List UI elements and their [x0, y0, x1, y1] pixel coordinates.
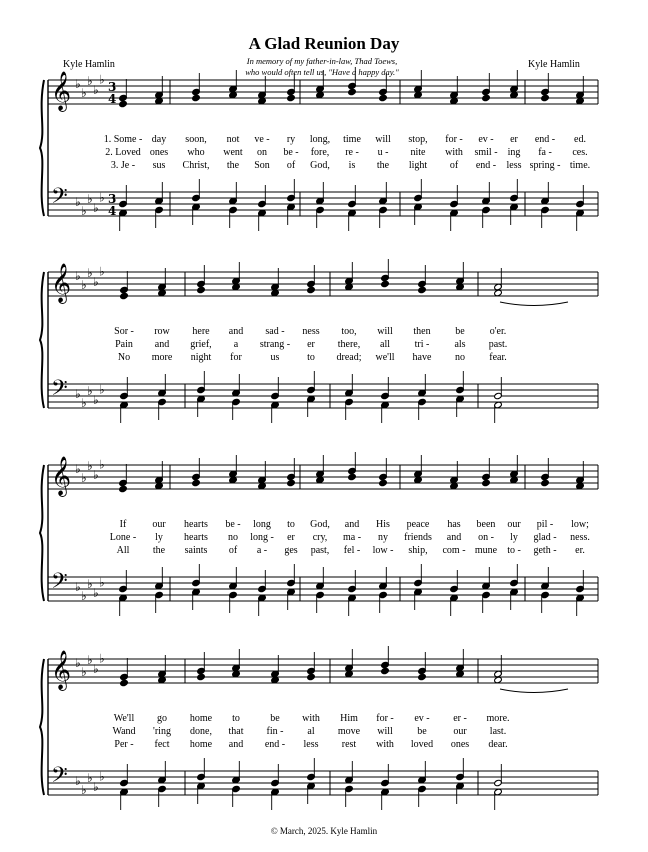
lyric-syllable: to -	[507, 545, 521, 556]
lyric-syllable: be -	[225, 519, 241, 530]
lyric-syllable: ry	[286, 134, 296, 145]
brace	[40, 272, 44, 408]
lyric-syllable: is	[348, 160, 356, 171]
lyric-syllable: o'er.	[489, 326, 507, 337]
lyric-syllable: to	[307, 352, 315, 363]
lyric-syllable: more	[151, 352, 173, 363]
lyric-syllable: and	[228, 326, 244, 337]
lyric-syllable: al	[307, 726, 315, 737]
lyric-syllable: for	[230, 352, 242, 363]
flat-icon: ♭	[87, 459, 93, 473]
lyric-syllable: com -	[442, 545, 466, 556]
lyric-syllable: er -	[453, 713, 467, 724]
lyric-syllable: been	[476, 519, 496, 530]
lyric-syllable: night	[190, 352, 212, 363]
lyric-syllable: grief,	[190, 339, 212, 350]
flat-icon: ♭	[93, 83, 99, 97]
lyric-syllable: and	[344, 519, 360, 530]
lyric-syllable: less	[506, 160, 522, 171]
lyric-syllable: ones	[450, 739, 470, 750]
lyric-syllable: more.	[486, 713, 510, 724]
flat-icon: ♭	[99, 769, 105, 784]
alto-note	[348, 473, 357, 480]
lyric-syllable: nite	[410, 147, 426, 158]
lyric-syllable: be	[455, 326, 465, 337]
alto-note	[381, 280, 390, 287]
lyric-syllable: the	[152, 545, 166, 556]
treble-clef-icon: 𝄞	[51, 650, 72, 690]
lyric-syllable: smil -	[474, 147, 498, 158]
lyric-syllable: God,	[310, 160, 330, 171]
lyric-syllable: ces.	[572, 147, 588, 158]
lyric-syllable: loved	[410, 739, 434, 750]
alto-note	[307, 286, 316, 293]
lyric-syllable: the	[226, 160, 240, 171]
lyric-syllable: low;	[571, 519, 589, 530]
lyric-syllable: and	[154, 339, 170, 350]
lyric-syllable: er	[510, 134, 518, 145]
alto-note	[541, 479, 550, 486]
lyric-syllable: row	[154, 326, 170, 337]
lyric-syllable: on -	[478, 532, 494, 543]
lyric-syllable: ma -	[342, 532, 362, 543]
lyric-syllable: fa -	[538, 147, 552, 158]
lyric-syllable: time.	[569, 160, 591, 171]
flat-icon: ♭	[93, 393, 99, 407]
lyric-syllable: tri -	[414, 339, 430, 350]
lyric-syllable: move	[337, 726, 361, 737]
bass-clef-icon: 𝄢	[51, 184, 68, 214]
lyric-syllable: too,	[341, 326, 357, 337]
lyric-syllable: hearts	[184, 532, 208, 543]
flat-icon: ♭	[75, 269, 81, 283]
alto-note	[287, 94, 296, 101]
alto-note	[119, 100, 128, 107]
lyric-syllable: ny	[378, 532, 388, 543]
lyric-syllable: us	[270, 352, 280, 363]
lyric-syllable: with	[376, 739, 394, 750]
lyric-syllable: ness.	[570, 532, 590, 543]
lyric-syllable: ev -	[414, 713, 430, 724]
lyric-syllable: to	[287, 519, 295, 530]
lyric-syllable: sus	[152, 160, 166, 171]
lyric-syllable: not	[226, 134, 240, 145]
lyric-syllable: saints	[184, 545, 208, 556]
lyric-syllable: will	[377, 326, 393, 337]
flat-icon: ♭	[87, 577, 93, 591]
lyric-syllable: 2. Loved	[105, 147, 141, 158]
lyric-syllable: geth -	[533, 545, 557, 556]
lyric-syllable: be	[417, 726, 427, 737]
lyric-syllable: past.	[488, 339, 508, 350]
alto-note	[418, 286, 427, 293]
alto-note	[418, 673, 427, 680]
lyric-syllable: Sor -	[114, 326, 134, 337]
lyric-syllable: go	[157, 713, 167, 724]
alto-note	[192, 479, 201, 486]
lyric-syllable: long -	[250, 532, 274, 543]
copyright-notice: © March, 2025. Kyle Hamlin	[270, 826, 378, 836]
lyric-syllable: last.	[489, 726, 507, 737]
lyric-syllable: friends	[404, 532, 432, 543]
lyric-syllable: went	[223, 147, 243, 158]
flat-icon: ♭	[87, 74, 93, 88]
lyric-syllable: ly	[510, 532, 518, 543]
lyric-syllable: day	[151, 134, 167, 145]
lyric-syllable: fear.	[489, 352, 507, 363]
tie	[500, 689, 568, 693]
lyric-syllable: past,	[310, 545, 330, 556]
lyric-syllable: ness	[302, 326, 320, 337]
lyric-syllable: home	[189, 739, 213, 750]
lyric-syllable: If	[119, 519, 127, 530]
flat-icon: ♭	[99, 457, 105, 472]
lyric-syllable: all	[380, 339, 390, 350]
alto-note	[119, 485, 128, 492]
lyric-syllable: have	[412, 352, 432, 363]
flat-icon: ♭	[87, 192, 93, 206]
lyric-syllable: end -	[264, 739, 286, 750]
lyric-syllable: a	[233, 339, 239, 350]
treble-clef-icon: 𝄞	[51, 71, 72, 111]
flat-icon: ♭	[87, 771, 93, 785]
lyric-syllable: All	[116, 545, 130, 556]
flat-icon: ♭	[75, 77, 81, 91]
lyric-syllable: er	[287, 532, 295, 543]
lyric-syllable: dread;	[336, 352, 362, 363]
lyric-syllable: als	[454, 339, 466, 350]
lyric-syllable: then	[413, 326, 431, 337]
lyric-syllable: Him	[340, 713, 358, 724]
lyric-syllable: end -	[475, 160, 497, 171]
lyric-syllable: will	[377, 726, 393, 737]
flat-icon: ♭	[81, 665, 87, 679]
lyric-syllable: end -	[534, 134, 556, 145]
lyric-syllable: fel -	[343, 545, 361, 556]
lyric-syllable: has	[447, 519, 461, 530]
lyric-syllable: spring -	[529, 160, 561, 171]
lyric-syllable: our	[453, 726, 467, 737]
lyric-syllable: home	[189, 713, 213, 724]
lyric-syllable: u -	[377, 147, 389, 158]
lyric-syllable: Lone -	[109, 532, 137, 543]
lyric-syllable: to	[232, 713, 240, 724]
song-title: A Glad Reunion Day	[248, 34, 400, 53]
lyric-syllable: soon,	[185, 134, 207, 145]
alto-note	[379, 94, 388, 101]
lyric-syllable: God,	[310, 519, 330, 530]
lyric-syllable: strang -	[259, 339, 291, 350]
lyric-syllable: here	[192, 326, 210, 337]
lyric-syllable: ve -	[254, 134, 270, 145]
alto-note	[120, 292, 129, 299]
flat-icon: ♭	[93, 662, 99, 676]
lyric-syllable: er	[307, 339, 315, 350]
brace	[40, 659, 44, 795]
lyric-syllable: done,	[190, 726, 212, 737]
dedication-line-2: who would often tell us, "Have a happy day."	[245, 67, 399, 77]
lyric-syllable: with	[445, 147, 463, 158]
lyric-syllable: no	[228, 532, 238, 543]
brace	[40, 80, 44, 216]
lyric-syllable: ly	[155, 532, 163, 543]
alto-note	[120, 679, 129, 686]
lyric-syllable: a -	[256, 545, 268, 556]
flat-icon: ♭	[87, 653, 93, 667]
lyric-syllable: His	[376, 519, 390, 530]
time-signature-bottom: 4	[108, 92, 117, 106]
lyric-syllable: who	[187, 147, 205, 158]
lyric-syllable: fect	[154, 739, 170, 750]
lyric-syllable: and	[228, 739, 244, 750]
lyric-syllable: 3. Je -	[110, 160, 136, 171]
lyric-syllable: time	[343, 134, 361, 145]
lyric-syllable: Christ,	[182, 160, 210, 171]
lyric-syllable: ed.	[574, 134, 586, 145]
treble-clef-icon: 𝄞	[51, 263, 72, 303]
lyric-syllable: for -	[445, 134, 463, 145]
flat-icon: ♭	[93, 586, 99, 600]
flat-icon: ♭	[81, 783, 87, 797]
lyric-syllable: low -	[372, 545, 394, 556]
flat-icon: ♭	[81, 86, 87, 100]
flat-icon: ♭	[75, 387, 81, 401]
flat-icon: ♭	[87, 384, 93, 398]
lyric-syllable: ing	[507, 147, 521, 158]
flat-icon: ♭	[75, 656, 81, 670]
flat-icon: ♭	[81, 471, 87, 485]
bass-clef-icon: 𝄢	[51, 569, 68, 599]
lyric-syllable: of	[286, 160, 296, 171]
flat-icon: ♭	[93, 780, 99, 794]
alto-note	[307, 673, 316, 680]
flat-icon: ♭	[99, 382, 105, 397]
lyric-syllable: mune	[474, 545, 498, 556]
lyric-syllable: on	[257, 147, 267, 158]
lyric-syllable: the	[376, 160, 390, 171]
tie	[500, 302, 568, 306]
lyric-syllable: that	[228, 726, 244, 737]
lyric-syllable: long,	[309, 134, 331, 145]
flat-icon: ♭	[99, 575, 105, 590]
flat-icon: ♭	[99, 190, 105, 205]
lyric-syllable: ones	[149, 147, 169, 158]
flat-icon: ♭	[81, 589, 87, 603]
flat-icon: ♭	[75, 195, 81, 209]
treble-clef-icon: 𝄞	[51, 456, 72, 496]
lyric-syllable: re -	[345, 147, 359, 158]
flat-icon: ♭	[81, 204, 87, 218]
alto-note	[197, 673, 206, 680]
flat-icon: ♭	[87, 266, 93, 280]
flat-icon: ♭	[93, 201, 99, 215]
lyric-syllable: glad -	[533, 532, 557, 543]
lyric-syllable: for -	[376, 713, 394, 724]
alto-note	[482, 94, 491, 101]
lyric-syllable: and	[446, 532, 462, 543]
lyric-syllable: er.	[575, 545, 585, 556]
flat-icon: ♭	[93, 275, 99, 289]
flat-icon: ♭	[81, 396, 87, 410]
lyric-syllable: will	[375, 134, 391, 145]
lyric-syllable: less	[303, 739, 319, 750]
lyric-syllable: we'll	[375, 352, 395, 363]
lyric-syllable: Wand	[112, 726, 136, 737]
flat-icon: ♭	[81, 278, 87, 292]
lyricist-credit: Kyle Hamlin	[63, 59, 115, 70]
lyric-syllable: fore,	[310, 147, 330, 158]
lyric-syllable: dear.	[488, 739, 508, 750]
lyric-syllable: hearts	[184, 519, 208, 530]
lyric-syllable: with	[302, 713, 320, 724]
flat-icon: ♭	[75, 462, 81, 476]
lyric-syllable: pil -	[536, 519, 554, 530]
time-signature-bottom: 4	[108, 204, 117, 218]
flat-icon: ♭	[75, 580, 81, 594]
flat-icon: ♭	[99, 264, 105, 279]
lyric-syllable: be -	[283, 147, 299, 158]
alto-note	[348, 88, 357, 95]
lyric-syllable: cry,	[312, 532, 328, 543]
alto-note	[192, 94, 201, 101]
flat-icon: ♭	[99, 72, 105, 87]
lyric-syllable: of	[228, 545, 238, 556]
alto-note	[197, 286, 206, 293]
alto-note	[541, 94, 550, 101]
lyric-syllable: We'll	[113, 713, 135, 724]
lyric-syllable: sad -	[265, 326, 285, 337]
lyric-syllable: ges	[284, 545, 298, 556]
lyric-syllable: our	[507, 519, 521, 530]
lyric-syllable: of	[449, 160, 459, 171]
lyric-syllable: 'ring	[153, 726, 171, 737]
lyric-syllable: stop,	[408, 134, 428, 145]
composer-credit: Kyle Hamlin	[528, 59, 580, 70]
lyric-syllable: 1. Some -	[103, 134, 143, 145]
lyric-syllable: Pain	[115, 339, 133, 350]
lyric-syllable: our	[152, 519, 166, 530]
bass-clef-icon: 𝄢	[51, 763, 68, 793]
flat-icon: ♭	[99, 651, 105, 666]
lyric-syllable: be	[270, 713, 280, 724]
lyric-syllable: Son	[254, 160, 270, 171]
lyric-syllable: there,	[337, 339, 361, 350]
flat-icon: ♭	[93, 468, 99, 482]
brace	[40, 465, 44, 601]
lyric-syllable: No	[117, 352, 131, 363]
lyric-syllable: no	[455, 352, 465, 363]
alto-note	[482, 479, 491, 486]
lyric-syllable: fin -	[266, 726, 284, 737]
bass-clef-icon: 𝄢	[51, 376, 68, 406]
lyric-syllable: Per -	[114, 739, 134, 750]
lyric-syllable: light	[408, 160, 428, 171]
alto-note	[379, 479, 388, 486]
alto-note	[381, 667, 390, 674]
lyric-syllable: long	[253, 519, 271, 530]
lyric-syllable: ship,	[408, 545, 428, 556]
flat-icon: ♭	[75, 774, 81, 788]
lyric-syllable: peace	[406, 519, 430, 530]
lyric-syllable: rest	[341, 739, 357, 750]
time-signature-top: 3	[108, 192, 117, 206]
dedication-line-1: In memory of my father-in-law, Thad Toews,	[246, 56, 398, 66]
time-signature-top: 3	[108, 80, 117, 94]
alto-note	[287, 479, 296, 486]
lyric-syllable: ev -	[478, 134, 494, 145]
